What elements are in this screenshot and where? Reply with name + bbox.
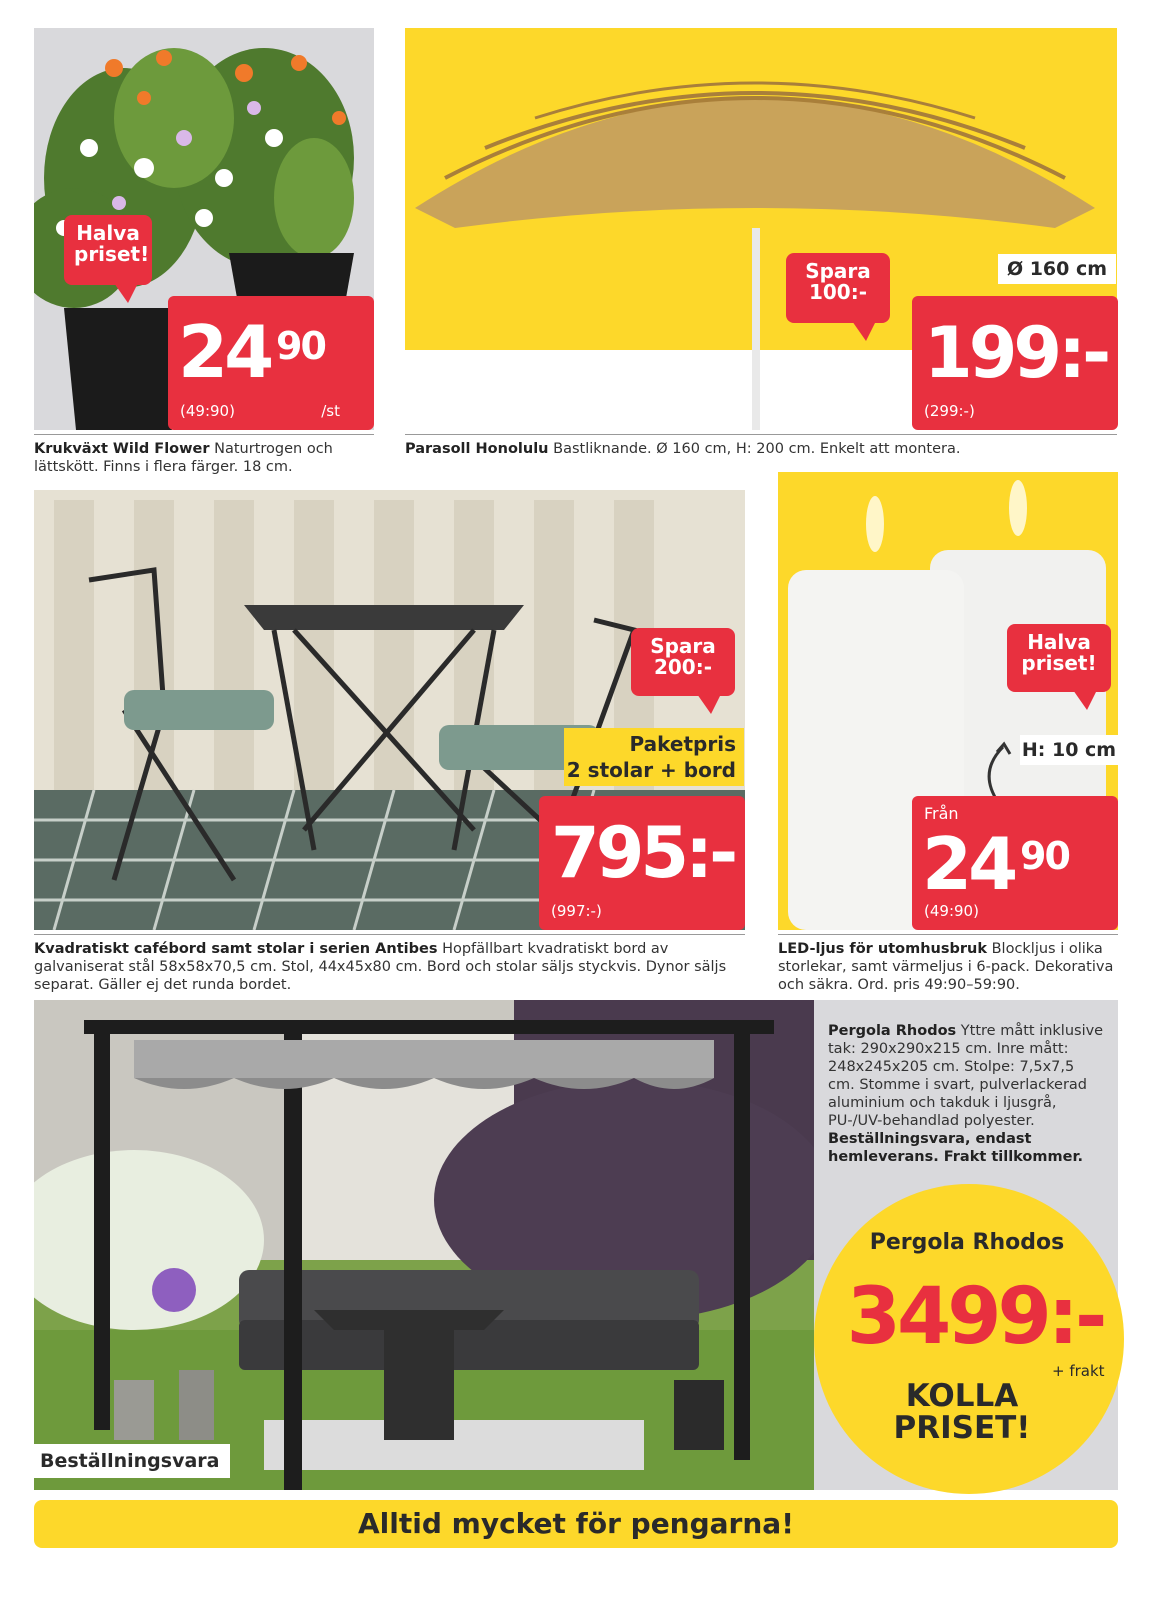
pergola-order-tag — [34, 1444, 230, 1478]
pergola-description — [828, 1022, 1104, 1166]
parasol-price-box — [912, 296, 1118, 430]
cafe-description — [34, 940, 745, 994]
flower-desc: Naturtrogen och lättskött. Finns i flera färger. 18 cm. — [34, 441, 333, 475]
flower-name: Krukväxt Wild Flower — [34, 441, 210, 457]
led-price-int: 24 — [922, 822, 1015, 906]
cafe-badge-text: Spara 200:- — [650, 634, 716, 679]
cafe-divider — [34, 934, 745, 935]
flower-badge-text: Halva priset! — [74, 221, 150, 266]
parasol-description — [405, 440, 1117, 458]
cafe-name: Kvadratiskt cafébord samt stolar i serien Antibes — [34, 941, 438, 957]
pergola-image — [34, 1000, 814, 1490]
cafe-package-line1: Paketpris — [629, 732, 736, 756]
pergola-order-text: Beställningsvara — [40, 1450, 220, 1472]
cafe-desc: Hopfällbart kvadratiskt bord av galvaniserat stål 58x58x70,5 cm. Stol, 44x45x80 cm. Bord och stolar säljs styckvis. Dynor säljs separat. Gäller ej det runda bordet. — [34, 941, 727, 993]
led-height-tag — [1020, 735, 1118, 765]
footer-slogan: Alltid mycket för pengarna! — [358, 1507, 794, 1540]
pergola-desc: Yttre mått inklusive tak: 290x290x215 cm. Inre mått: 248x245x205 cm. Stolpe: 7,5x7,5 cm. Stomme i svart, pulverlackerad aluminium och takduk i ljusgrå, PU-/UV-behandlad polyester. — [828, 1023, 1104, 1129]
cafe-package-line2: 2 stolar + bord — [566, 758, 736, 782]
led-price-dec: 90 — [1020, 834, 1069, 878]
led-desc: Blockljus i olika storlekar, samt värmeljus i 6-pack. Dekorativa och säkra. Ord. pris 49:90–59:90. — [778, 941, 1114, 993]
led-price-box — [912, 796, 1118, 930]
cafe-old-price: (997:-) — [551, 902, 602, 920]
parasol-size-text: Ø 160 cm — [1006, 258, 1108, 280]
parasol-desc: Bastliknande. Ø 160 cm, H: 200 cm. Enkelt att montera. — [553, 441, 961, 457]
flower-price-dec: 90 — [276, 324, 325, 368]
pergola-circle-price: 3499:- — [846, 1272, 1104, 1362]
led-half-price-badge — [1007, 624, 1111, 692]
cafe-price: 795:- — [551, 812, 735, 894]
pergola-illustration — [34, 1000, 814, 1490]
flower-half-price-badge — [64, 215, 152, 285]
flower-description — [34, 440, 354, 476]
led-height-text: H: 10 cm — [1021, 739, 1117, 761]
pergola-circle-title: Pergola Rhodos — [869, 1230, 1065, 1255]
pergola-name: Pergola Rhodos — [828, 1023, 957, 1039]
led-old-price: (49:90) — [924, 902, 979, 920]
parasol-badge-text: Spara 100:- — [805, 259, 871, 304]
flower-price-int: 24 — [178, 310, 271, 394]
cafe-save-badge — [631, 628, 735, 696]
flower-price-box — [168, 296, 374, 430]
led-divider — [778, 934, 1118, 935]
pergola-circle-cta: KOLLA PRISET! — [893, 1378, 1031, 1446]
pergola-desc-bold: Beställningsvara, endast hemleverans. Frakt tillkommer. — [828, 1131, 1084, 1165]
cafe-price-box — [539, 796, 745, 930]
cafe-package-tag — [564, 728, 744, 786]
led-description — [778, 940, 1118, 994]
pergola-circle-freight: + frakt — [1052, 1362, 1105, 1380]
parasol-save-badge — [786, 253, 890, 323]
parasol-name: Parasoll Honolulu — [405, 441, 549, 457]
led-from-label: Från — [924, 804, 959, 823]
led-name: LED-ljus för utomhusbruk — [778, 941, 987, 957]
flower-unit: /st — [321, 402, 340, 420]
parasol-size-tag — [998, 254, 1116, 284]
parasol-divider — [405, 434, 1117, 435]
flower-divider — [34, 434, 374, 435]
parasol-old-price: (299:-) — [924, 402, 975, 420]
flower-old-price: (49:90) — [180, 402, 235, 420]
parasol-price: 199:- — [924, 312, 1108, 394]
footer-banner — [34, 1500, 1118, 1548]
led-badge-text: Halva priset! — [1021, 630, 1097, 675]
